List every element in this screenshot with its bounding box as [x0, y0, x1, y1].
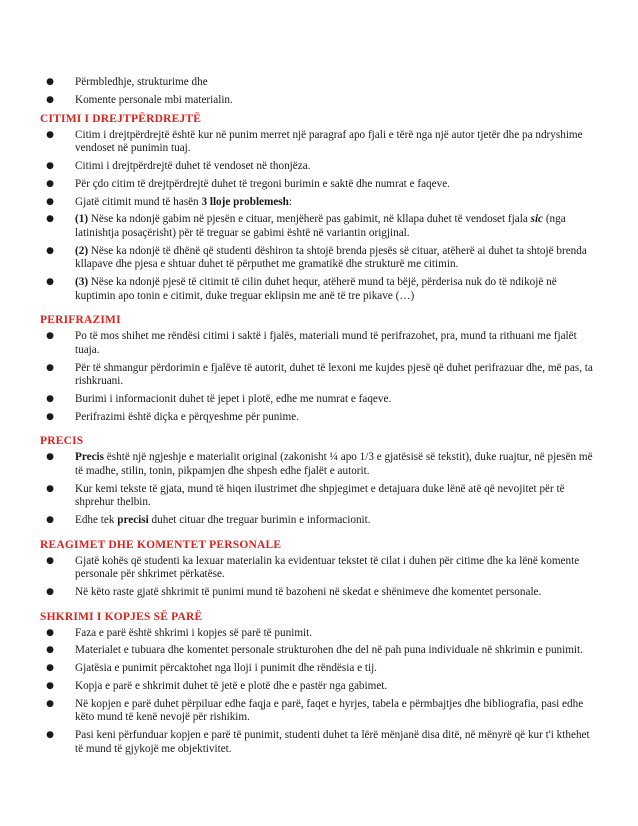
- list-item: [40, 586, 596, 600]
- item-text: Nëse ka ndonjë të dhënë që studenti dëshiron ta shtojë brenda pjesës së cituar, atëherë ai duhet ta shtojë brenda kllapave dhe pjesa e shtuar duhet të përputhet me gramatikë dhe strukturë me citimin.: [75, 244, 587, 271]
- item-text: Në kopjen e parë duhet përpiluar edhe faqja e parë, faqet e hyrjes, tabela e përmbajtjes dhe bibliografia, pasi edhe këto mund të kenë nevojë për rishikim.: [75, 697, 584, 724]
- item-text: Kur kemi tekste të gjata, mund të hiqen ilustrimet dhe shpjegimet e detajuara duke lënë atë që nevojitet për të shprehur thelbin.: [75, 482, 565, 509]
- item-text: duhet cituar dhe treguar burimin e informacionit.: [148, 514, 371, 527]
- bullet-icon: ●: [46, 663, 54, 674]
- section-heading: SHKRIMI I KOPJES SË PARË: [40, 610, 203, 623]
- bullet-list: [40, 129, 596, 304]
- list-item: [40, 129, 596, 156]
- bullet-icon: ●: [46, 331, 54, 342]
- item-text: Faza e parë është shkrimi i kopjes së parë të punimit.: [75, 626, 313, 639]
- bold-text: [531, 213, 543, 225]
- list-item: [40, 94, 596, 108]
- bullet-icon: ●: [46, 483, 54, 494]
- bullet-icon: ●: [46, 587, 54, 598]
- item-text: është një ngjeshje e materialit original (zakonisht ¼ apo 1/3 e gjatësisë së tekstit), duke ruajtur, në pjesën më të madhe, stilin, tonin, pikpamjen dhe shpesh edhe fjalët e autorit.: [75, 451, 593, 477]
- section-heading: CITIMI I DREJTPËRDREJTË: [40, 112, 202, 125]
- bullet-list: [40, 330, 596, 424]
- list-item: [40, 698, 596, 725]
- bullet-icon: ●: [46, 214, 54, 225]
- list-item: [40, 213, 596, 240]
- item-text: Në këto raste gjatë shkrimit të punimi mund të bazoheni në skedat e shënimeve dhe komentet personale.: [75, 586, 542, 599]
- item-text: Burimi i informacionit duhet të jepet i plotë, edhe me numrat e faqeve.: [75, 392, 392, 405]
- item-text: Edhe tek: [75, 514, 118, 527]
- bullet-icon: ●: [46, 196, 54, 207]
- item-text: Po të mos shihet me rëndësi citimi i saktë i fjalës, materiali mund të perifrazohet, pra, mund ta rithuani me fjalët tuaja.: [75, 330, 577, 356]
- bullet-icon: ●: [46, 730, 54, 741]
- list-item: [40, 451, 596, 478]
- bold-text: (3): [75, 276, 89, 289]
- bold-text: 3 lloje problemesh: [201, 195, 289, 208]
- list-item: [40, 393, 596, 407]
- bold-text: Precis: [75, 451, 104, 464]
- bold-text: precisi: [117, 514, 149, 527]
- list-item: [40, 644, 596, 658]
- bullet-icon: ●: [46, 160, 54, 171]
- bullet-icon: ●: [46, 77, 54, 87]
- bullet-icon: ●: [46, 94, 54, 105]
- item-text: Pasi keni përfunduar kopjen e parë të punimit, studenti duhet ta lërë mënjanë disa ditë, në mënyrë që kur t'i kthehet të mund të gjykojë me objektivitet.: [75, 729, 590, 755]
- item-text: Komente personale mbi materialin.: [75, 93, 233, 106]
- bold-text: (2): [75, 244, 89, 257]
- bullet-icon: ●: [46, 129, 54, 140]
- bold-text: (1): [75, 213, 89, 226]
- list-item: [40, 160, 596, 174]
- bullet-icon: ●: [46, 393, 54, 404]
- document-content: [40, 76, 596, 761]
- item-text: Citimi i drejtpërdrejtë duhet të vendoset në thonjëza.: [75, 159, 311, 172]
- list-item: [40, 362, 596, 389]
- bullet-icon: ●: [46, 555, 54, 566]
- item-text: Citim i drejtpërdrejtë është kur në punim merret një paragraf apo fjali e tërë nga një autor tjetër dhe pa ndryshime vendoset në punimin tuaj.: [75, 128, 583, 155]
- item-text: Gjatë kohës që studenti ka lexuar materialin ka evidentuar tekstet të cilat i duhen për citime dhe ka lënë komente personale për shkrimet përkatëse.: [75, 554, 580, 581]
- emphasis-text: sic: [530, 213, 544, 226]
- list-item: [40, 555, 596, 582]
- list-item: [40, 276, 596, 303]
- bullet-icon: ●: [46, 362, 54, 373]
- item-text: Gjatë citimit mund të hasën: [75, 195, 202, 208]
- item-text: Nëse ka ndonjë pjesë të citimit të cilin duhet hequr, atëherë mund ta bëjë, përderisa nuk do të ndikojë në kuptimin apo tonin e citimit, duke treguar eklipsin me anë të tre pikave (…): [75, 276, 557, 302]
- bullet-list: [40, 627, 596, 757]
- list-item: [40, 729, 596, 756]
- item-text: Gjatësia e punimit përcaktohet nga lloji i punimit dhe rëndësia e tij.: [75, 662, 377, 675]
- item-text: (nga latinishtja posaçërisht) për të treguar se gabimi është në variantin origjinal.: [75, 213, 566, 239]
- bullet-list: [40, 76, 596, 107]
- bullet-list: [40, 555, 596, 600]
- list-item: [40, 483, 596, 510]
- bullet-icon: ●: [46, 245, 54, 256]
- section-heading: REAGIMET DHE KOMENTET PERSONALE: [40, 538, 282, 551]
- bullet-icon: ●: [46, 627, 54, 638]
- item-text: Për të shmangur përdorimin e fjalëve të autorit, duhet të lexoni me kujdes pjesë që duhet perifrazuar dhe, më pas, ta rishkruani.: [75, 361, 593, 388]
- section-heading: PRECIS: [40, 435, 84, 448]
- section-heading: PERIFRAZIMI: [40, 314, 121, 327]
- list-item: [40, 627, 596, 641]
- bullet-icon: ●: [46, 411, 54, 422]
- item-text: Materialet e tubuara dhe komentet personale strukturohen dhe del në pah puna individuale në shkrimin e punimit.: [75, 644, 583, 657]
- bullet-icon: ●: [46, 698, 54, 709]
- list-item: [40, 514, 596, 528]
- list-item: [40, 196, 596, 210]
- list-item: [40, 680, 596, 694]
- item-text: Për çdo citim të drejtpërdrejtë duhet të tregoni burimin e saktë dhe numrat e faqeve.: [75, 177, 450, 190]
- bullet-list: [40, 451, 596, 527]
- bullet-icon: ●: [46, 277, 54, 288]
- list-item: [40, 411, 596, 425]
- list-item: [40, 178, 596, 192]
- list-item: [40, 76, 596, 90]
- item-text: :: [288, 195, 292, 208]
- list-item: [40, 330, 596, 357]
- list-item: [40, 662, 596, 676]
- bullet-icon: ●: [46, 645, 54, 656]
- item-text: Nëse ka ndonjë gabim në pjesën e cituar, menjëherë pas gabimit, në kllapa duhet të vendoset fjala: [88, 213, 531, 226]
- bullet-icon: ●: [46, 452, 54, 463]
- item-text: Përmbledhje, strukturime dhe: [75, 76, 208, 88]
- item-text: Perifrazimi është diçka e përqyeshme për punime.: [75, 410, 299, 423]
- list-item: [40, 245, 596, 272]
- item-text: Kopja e parë e shkrimit duhet të jetë e plotë dhe e pastër nga gabimet.: [75, 680, 388, 692]
- bullet-icon: ●: [46, 515, 54, 526]
- bullet-icon: ●: [46, 681, 54, 691]
- bullet-icon: ●: [46, 178, 54, 189]
